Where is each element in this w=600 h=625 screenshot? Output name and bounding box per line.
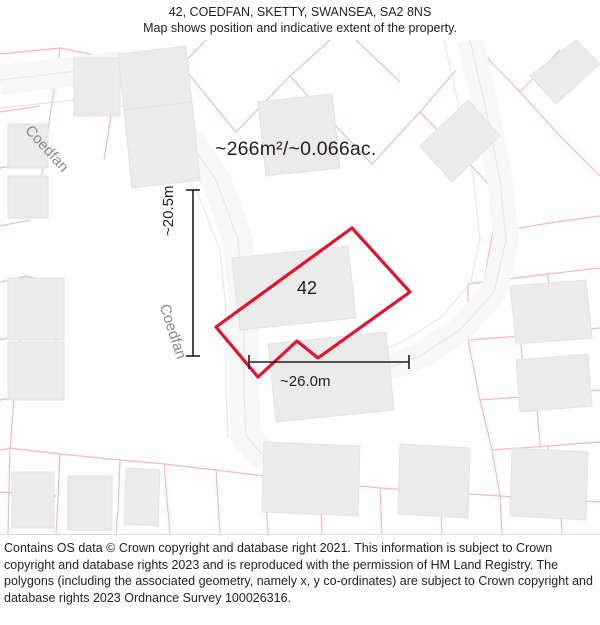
copyright-text: Contains OS data © Crown copyright and database right 2021. This information is subject to Crown copyright and database rights 2023 and is reproduced with the permission of HM Land Registry. The polygons (including the associated geometry, namely x, y co-ordinates) are subject to Crown copyright and database rights 2023 Ordnance Survey 100026316.	[4, 541, 593, 605]
street-label-coedfan-lower: Coedfan	[155, 302, 190, 362]
street-label-coedfan-upper: Coedfan	[21, 122, 72, 176]
map-header	[0, 0, 600, 40]
map-canvas[interactable]	[0, 40, 600, 534]
page-title: 42, COEDFAN, SKETTY, SWANSEA, SA2 8NS	[168, 5, 432, 19]
dimension-width-label: ~26.0m	[280, 373, 331, 390]
map-footer	[0, 534, 600, 625]
road-secondary	[316, 40, 506, 384]
plot-number-label: 42	[297, 278, 318, 298]
dimension-height-label: ~20.5m	[160, 185, 177, 236]
area-label: ~266m²/~0.066ac.	[215, 138, 377, 160]
page-subtitle: Map shows position and indicative extent of the property.	[143, 21, 457, 35]
